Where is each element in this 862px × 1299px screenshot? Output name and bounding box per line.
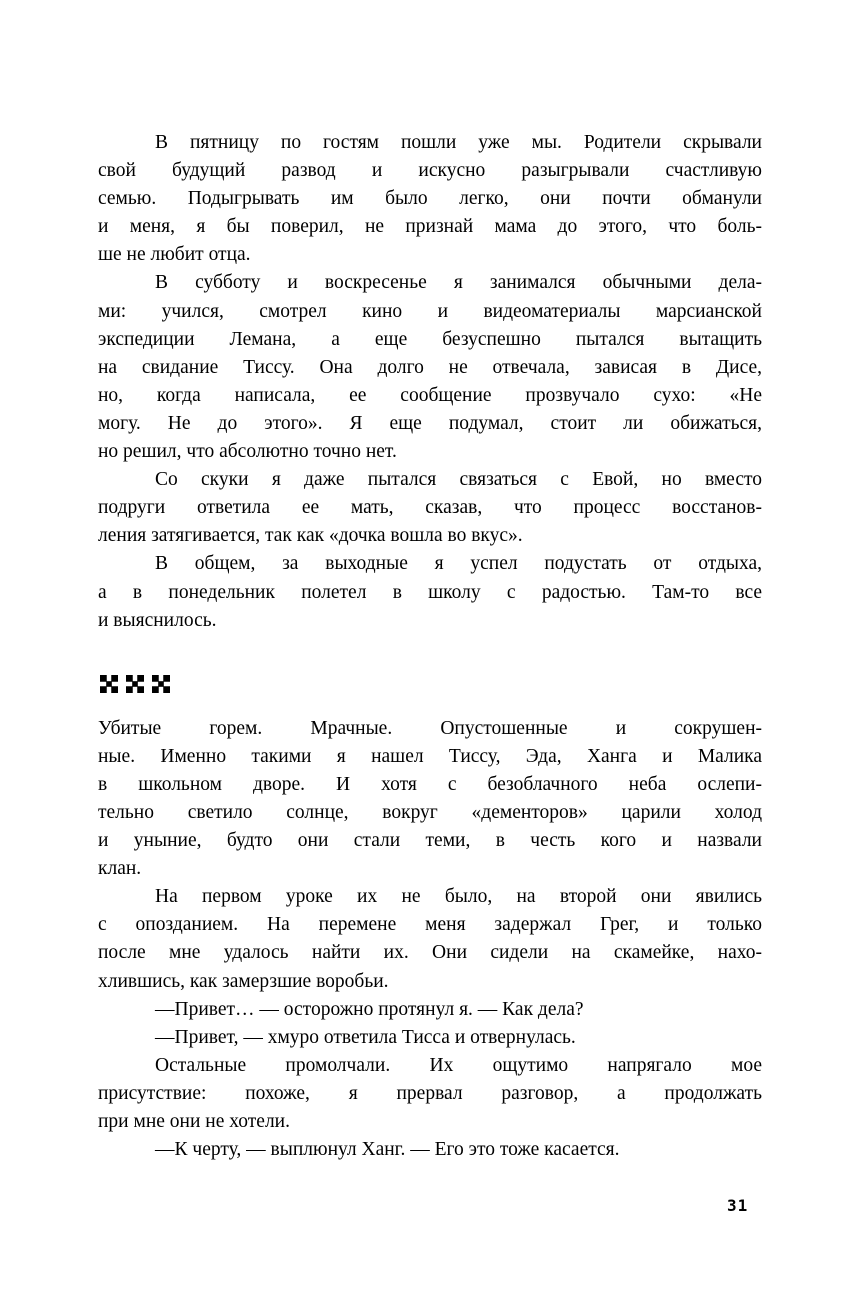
pixel-x-ornament-icon <box>152 675 170 693</box>
dialog-line: —К черту, — выплюнул Ханг. — Его это тоже касается. <box>155 1139 620 1161</box>
dialog-paragraph <box>98 1024 762 1052</box>
dialog-paragraph <box>98 1136 762 1164</box>
text-line: на свидание Тиссу. Она долго не отвечала, зависая в Дисе, <box>98 356 762 378</box>
text-line: с опозданием. На перемене меня задержал Грег, и только <box>98 914 762 936</box>
paragraph <box>98 550 762 634</box>
text-line: хлившись, как замерзшие воробьи. <box>98 970 389 992</box>
text-line: но, когда написала, ее сообщение прозвучало сухо: «Не <box>98 384 762 406</box>
text-line: В общем, за выходные я успел подустать от отдыха, <box>155 553 762 575</box>
dialog-line: —Привет… — осторожно протянул я. — Как дела? <box>155 998 584 1020</box>
paragraph <box>98 883 762 995</box>
page-number: 31 <box>727 1196 749 1215</box>
text-line: семью. Подыгрывать им было легко, они почти обманули <box>98 188 762 210</box>
text-section-1 <box>98 129 762 635</box>
paragraph <box>98 129 762 269</box>
paragraph <box>98 466 762 550</box>
page-text <box>98 129 762 1164</box>
dialog-line: —Привет, — хмуро ответила Тисса и отвернулась. <box>155 1026 576 1048</box>
text-line: при мне они не хотели. <box>98 1111 290 1132</box>
text-line: Убитые горем. Мрачные. Опустошенные и сокрушен- <box>98 717 762 739</box>
text-line: ные. Именно такими я нашел Тиссу, Эда, Ханга и Малика <box>98 745 762 767</box>
text-line: и уныние, будто они стали теми, в честь кого и назвали <box>98 830 762 852</box>
text-section-2 <box>98 715 762 1165</box>
text-line: ше не любит отца. <box>98 244 251 266</box>
text-line: тельно светило солнце, вокруг «дементоров» царили холод <box>98 801 762 823</box>
dialog-paragraph <box>98 996 762 1024</box>
text-line: но решил, что абсолютно точно нет. <box>98 441 397 463</box>
text-line: свой будущий развод и искусно разыгрывали счастливую <box>98 160 762 182</box>
text-line: присутствие: похоже, я прервал разговор, а продолжать <box>98 1082 762 1104</box>
pixel-x-ornament-icon <box>126 675 144 693</box>
text-line: экспедиции Лемана, а еще безуспешно пытался вытащить <box>98 328 762 350</box>
text-line: после мне удалось найти их. Они сидели на скамейке, нахо- <box>98 942 762 964</box>
text-line: клан. <box>98 858 142 880</box>
text-line: могу. Не до этого». Я еще подумал, стоит ли обижаться, <box>98 412 762 434</box>
paragraph <box>98 1052 762 1136</box>
section-divider <box>100 675 762 694</box>
text-line: ми: учился, смотрел кино и видеоматериалы марсианской <box>98 300 762 322</box>
text-line: ления затягивается, так как «дочка вошла во вкус». <box>98 525 523 547</box>
text-line: в школьном дворе. И хотя с безоблачного неба ослепи- <box>98 773 762 795</box>
text-line: На первом уроке их не было, на второй они явились <box>155 886 762 908</box>
text-line: В пятницу по гостям пошли уже мы. Родители скрывали <box>155 132 762 153</box>
pixel-x-ornament-icon <box>100 675 118 693</box>
text-line: Остальные промолчали. Их ощутимо напрягало мое <box>155 1054 762 1076</box>
text-line: В субботу и воскресенье я занимался обычными дела- <box>155 272 762 294</box>
paragraph <box>98 715 762 884</box>
text-line: а в понедельник полетел в школу с радостью. Там-то все <box>98 581 762 603</box>
text-line: и меня, я бы поверил, не признай мама до этого, что боль- <box>98 216 762 238</box>
text-line: подруги ответила ее мать, сказав, что процесс восстанов- <box>98 497 762 519</box>
text-line: и выяснилось. <box>98 609 217 631</box>
text-line: Со скуки я даже пытался связаться с Евой, но вместо <box>155 469 762 491</box>
paragraph <box>98 269 762 466</box>
